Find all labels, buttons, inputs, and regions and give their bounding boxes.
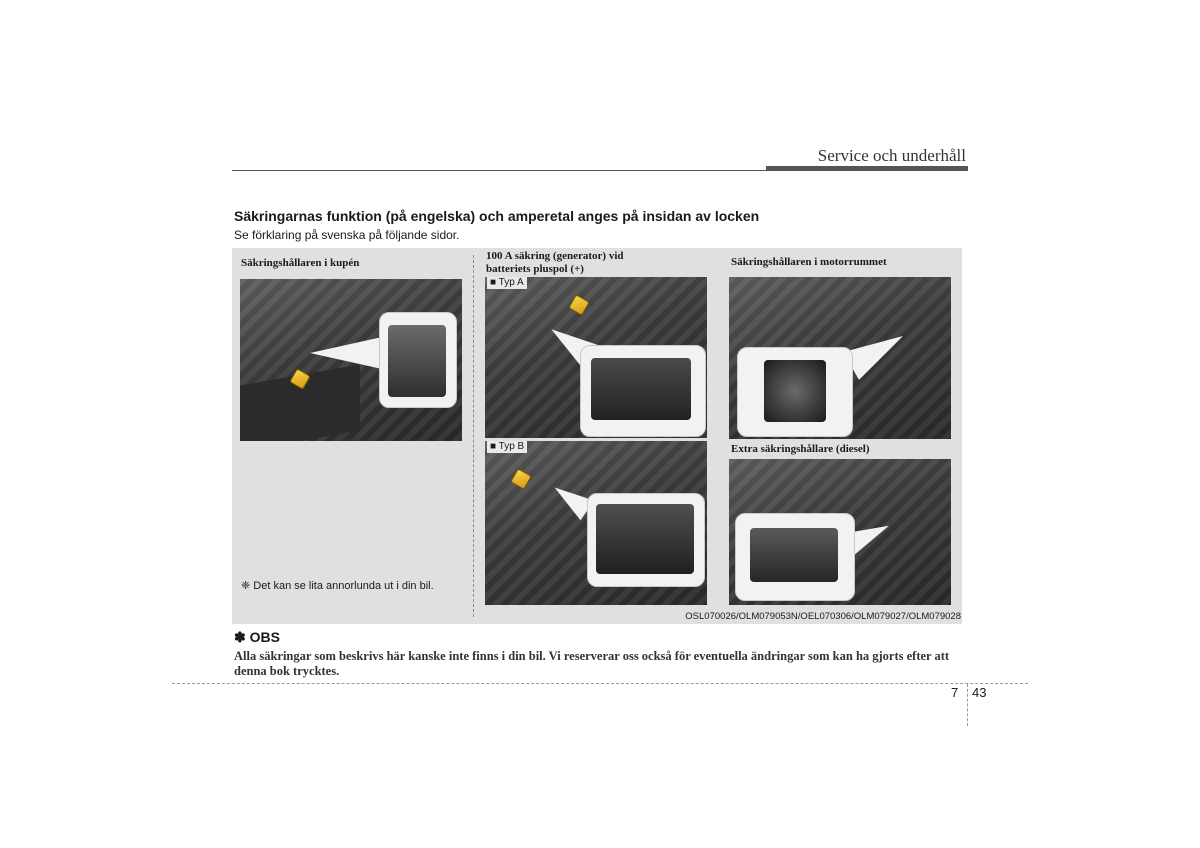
caption-extra-fuse-box: Extra säkringshållare (diesel)	[731, 443, 870, 455]
inset-extra-fuse-box	[735, 513, 855, 601]
caption-generator-fuse: 100 A säkring (generator) vid batteriets pluspol (+)	[486, 250, 624, 275]
location-marker-icon	[568, 294, 590, 316]
photo-interior-fuse-box	[240, 279, 462, 441]
inset-engine-fuse-box	[737, 347, 853, 437]
panel-divider	[473, 255, 474, 617]
type-b-label: ■ Typ B	[487, 441, 527, 453]
footer-rule	[172, 683, 1028, 684]
header-rule	[232, 170, 766, 171]
page-heading: Säkringarnas funktion (på engelska) och amperetal anges på insidan av locken	[234, 208, 760, 224]
battery-cover-icon	[591, 358, 691, 420]
inset-battery-cover-a	[580, 345, 706, 437]
callout-pointer	[310, 337, 382, 369]
header-bar	[766, 166, 968, 171]
page-subheading: Se förklaring på svenska på följande sidor.	[234, 228, 460, 242]
obs-title: ✽ OBS	[234, 629, 280, 645]
figure-note: ❈ Det kan se lita annorlunda ut i din bil.	[241, 580, 434, 592]
photo-codes: OSL070026/OLM079053N/OEL070306/OLM079027/OLM079028	[685, 611, 961, 622]
type-a-label: ■ Typ A	[487, 277, 527, 289]
section-title: Service och underhåll	[817, 146, 966, 165]
fuse-box-icon	[764, 360, 826, 422]
photo-extra-fuse-box	[729, 459, 951, 605]
location-marker-icon	[510, 468, 532, 490]
page-number-divider	[967, 684, 968, 726]
page-chapter: 7	[951, 685, 959, 700]
callout-pointer	[843, 322, 911, 380]
inset-battery-cover-b	[587, 493, 705, 587]
photo-battery-type-b	[485, 441, 707, 605]
caption-engine-fuse-box: Säkringshållaren i motorrummet	[731, 256, 887, 268]
photo-battery-type-a	[485, 277, 707, 438]
fuse-cover-icon	[750, 528, 838, 582]
inset-fuse-cover	[379, 312, 457, 408]
fuse-label-icon	[596, 504, 694, 574]
fuse-cover-icon	[388, 325, 446, 397]
photo-engine-fuse-box	[729, 277, 951, 439]
caption-interior-fuse-box: Säkringshållaren i kupén	[241, 257, 360, 269]
obs-text: Alla säkringar som beskrivs här kanske inte finns i din bil. Vi reserverar oss också för eventuella ändringar som kan ha gjorts efter att denna bok trycktes.	[234, 649, 950, 678]
page-number: 43	[972, 685, 987, 700]
